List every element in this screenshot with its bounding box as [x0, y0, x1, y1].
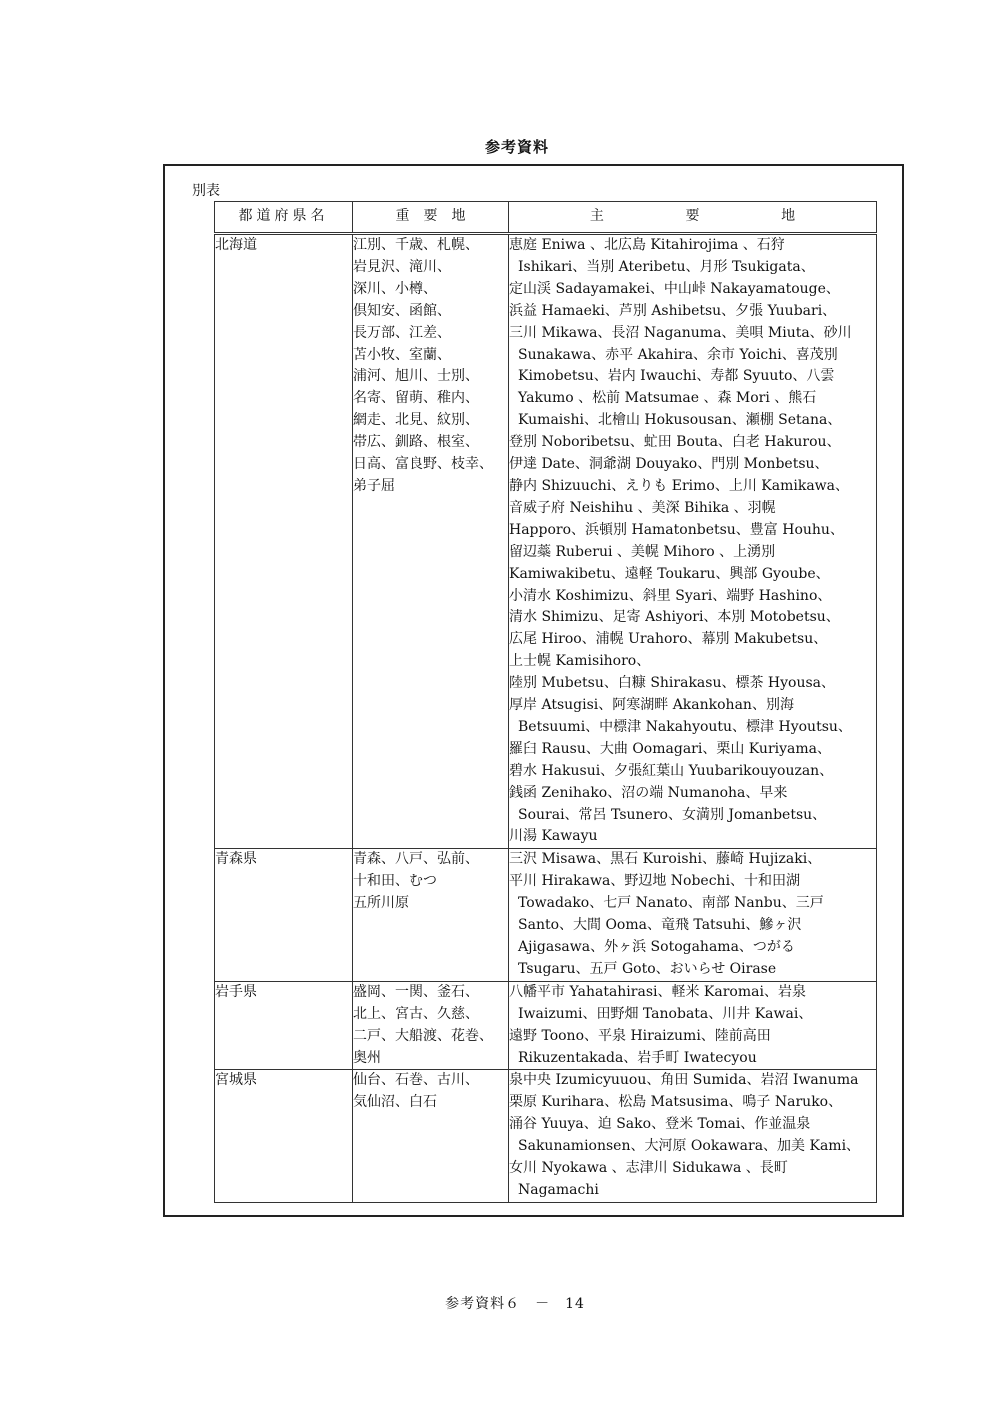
main-area-line: 上士幌 Kamisihoro、 — [509, 653, 651, 670]
main-area-line: 浜益 Hamaeki、芦別 Ashibetsu、夕張 Yuubari、 — [509, 302, 837, 319]
main-cell — [509, 234, 877, 849]
main-area-line: 伊達 Date、洞爺湖 Douyako、門別 Monbetsu、 — [509, 456, 829, 473]
main-area-line: 清水 Shimizu、足寄 Ashiyori、本別 Motobetsu、 — [509, 609, 840, 626]
main-area-line: Santo、大間 Ooma、竜飛 Tatsuhi、鰺ヶ沢 — [518, 917, 802, 934]
header-main-char: 地 — [781, 208, 796, 225]
header-main-char: 要 — [685, 208, 700, 225]
main-area-line: 恵庭 Eniwa 、北広島 Kitahirojima 、石狩 — [509, 237, 785, 253]
header-important: 重 要 地 — [353, 202, 509, 234]
main-area-line: 涌谷 Yuuya、迫 Sako、登米 Tomai、作並温泉 — [509, 1116, 811, 1133]
main-area-line: 遠野 Toono、平泉 Hiraizumi、陸前高田 — [509, 1027, 771, 1044]
main-cell — [509, 981, 877, 1070]
main-area-line: 三沢 Misawa、黒石 Kuroishi、藤崎 Hujizaki、 — [509, 851, 822, 868]
main-area-line: 平川 Hirakawa、野辺地 Nobechi、十和田湖 — [509, 873, 801, 890]
important-cell: 青森、八戸、弘前、 十和田、むつ 五所川原 — [353, 849, 509, 981]
table-row — [215, 981, 877, 1070]
main-area-line: 栗原 Kurihara、松島 Matsusima、鳴子 Naruko、 — [509, 1094, 843, 1111]
main-area-line: Ishikari、当別 Ateribetu、月形 Tsukigata、 — [518, 258, 815, 275]
main-area-line: 八幡平市 Yahatahirasi、軽米 Karomai、岩泉 — [509, 983, 806, 1000]
table-header-row — [215, 202, 877, 234]
prefecture-cell: 北海道 — [215, 234, 353, 849]
main-area-line: 銭函 Zenihako、沼の端 Numanoha、早来 — [509, 784, 788, 801]
page-title: 参考資料 — [484, 138, 549, 156]
main-cell — [509, 849, 877, 981]
main-area-line: Iwaizumi、田野畑 Tanobata、川井 Kawai、 — [518, 1005, 813, 1022]
appendix-label: 別表 — [192, 183, 220, 199]
main-area-line: Sakunamionsen、大河原 Ookawara、加美 Kami、 — [518, 1138, 861, 1155]
main-area-line: 厚岸 Atsugisi、阿寒湖畔 Akankohan、別海 — [509, 697, 794, 714]
header-prefecture: 都道府県名 — [215, 202, 353, 234]
main-area-line: 広尾 Hiroo、浦幌 Urahoro、幕別 Makubetsu、 — [509, 631, 828, 648]
header-main-char: 主 — [589, 208, 604, 225]
main-area-line: 陸別 Mubetsu、白糠 Shirakasu、標茶 Hyousa、 — [509, 675, 836, 692]
main-area-line: 女川 Nyokawa 、志津川 Sidukawa 、長町 — [509, 1160, 788, 1177]
main-area-line: 三川 Mikawa、長沼 Naganuma、美唄 Miuta、砂川 — [509, 324, 852, 341]
main-area-line: 定山渓 Sadayamakei、中山峠 Nakayamatouge、 — [509, 280, 840, 297]
main-area-line: Rikuzentakada、岩手町 Iwatecyou — [518, 1049, 757, 1066]
main-area-line: 登別 Noboribetsu、虻田 Bouta、白老 Hakurou、 — [509, 434, 841, 451]
main-area-line: Sunakawa、赤平 Akahira、余市 Yoichi、喜茂別 — [518, 346, 838, 363]
table-row — [215, 234, 877, 849]
region-table — [214, 201, 877, 1203]
main-area-line: Happoro、浜頓別 Hamatonbetsu、豊富 Houhu、 — [509, 521, 844, 538]
main-area-line: Kumaishi、北檜山 Hokusousan、瀬棚 Setana、 — [518, 412, 842, 429]
main-cell — [509, 1070, 877, 1202]
main-area-line: 羅臼 Rausu、大曲 Oomagari、栗山 Kuriyama、 — [509, 740, 831, 757]
main-area-line: 小清水 Koshimizu、斜里 Syari、端野 Hashino、 — [509, 587, 832, 604]
main-area-line: 泉中央 Izumicyuuou、角田 Sumida、岩沼 Iwanuma — [509, 1072, 859, 1089]
important-cell: 盛岡、一関、釜石、 北上、宮古、久慈、 二戸、大船渡、花巻、 奥州 — [353, 981, 509, 1070]
prefecture-cell: 宮城県 — [215, 1070, 353, 1202]
main-area-line: Tsugaru、五戸 Goto、おいらせ Oirase — [518, 960, 777, 977]
header-main — [509, 202, 877, 234]
main-area-line: Kimobetsu、岩内 Iwauchi、寿都 Syuuto、八雲 — [518, 368, 835, 385]
prefecture-cell: 青森県 — [215, 849, 353, 981]
important-cell: 江別、千歳、札幌、 岩見沢、滝川、 深川、小樽、 倶知安、函館、 長万部、江差、 苫小牧、室蘭、 浦河、旭川、士別、 名寄、留萌、稚内、 網走、北見、紋別、 帯広、釧路、根室、 日高、富良野、枝幸、 弟子屈 — [353, 234, 509, 849]
main-area-line: 川湯 Kawayu — [509, 828, 598, 845]
main-area-line: Yakumo 、松前 Matsumae 、森 Mori 、熊石 — [518, 390, 817, 407]
table-row — [215, 849, 877, 981]
main-area-line: Nagamachi — [518, 1181, 599, 1198]
main-area-line: 碧水 Hakusui、夕張紅葉山 Yuubarikouyouzan、 — [509, 762, 834, 779]
main-area-line: Ajigasawa、外ヶ浜 Sotogahama、つがる — [518, 939, 795, 955]
table-row — [215, 1070, 877, 1202]
prefecture-cell: 岩手県 — [215, 981, 353, 1070]
main-area-line: Betsuumi、中標津 Nakahyoutu、標津 Hyoutsu、 — [518, 718, 852, 735]
main-area-line: Kamiwakibetu、遠軽 Toukaru、興部 Gyoube、 — [509, 565, 830, 582]
main-area-line: Sourai、常呂 Tsunero、女満別 Jomanbetsu、 — [518, 806, 827, 823]
main-area-line: Towadako、七戸 Nanato、南部 Nanbu、三戸 — [518, 895, 824, 912]
main-area-line: 音威子府 Neishihu 、美深 Bihika 、羽幌 — [509, 499, 776, 516]
page-footer: 参考資料６ － 14 — [445, 1296, 585, 1312]
main-area-line: 静内 Shizuuchi、えりも Erimo、上川 Kamikawa、 — [509, 477, 849, 494]
important-cell: 仙台、石巻、古川、 気仙沼、白石 — [353, 1070, 509, 1202]
main-area-line: 留辺蘂 Ruberui 、美幌 Mihoro 、上湧別 — [509, 543, 776, 560]
